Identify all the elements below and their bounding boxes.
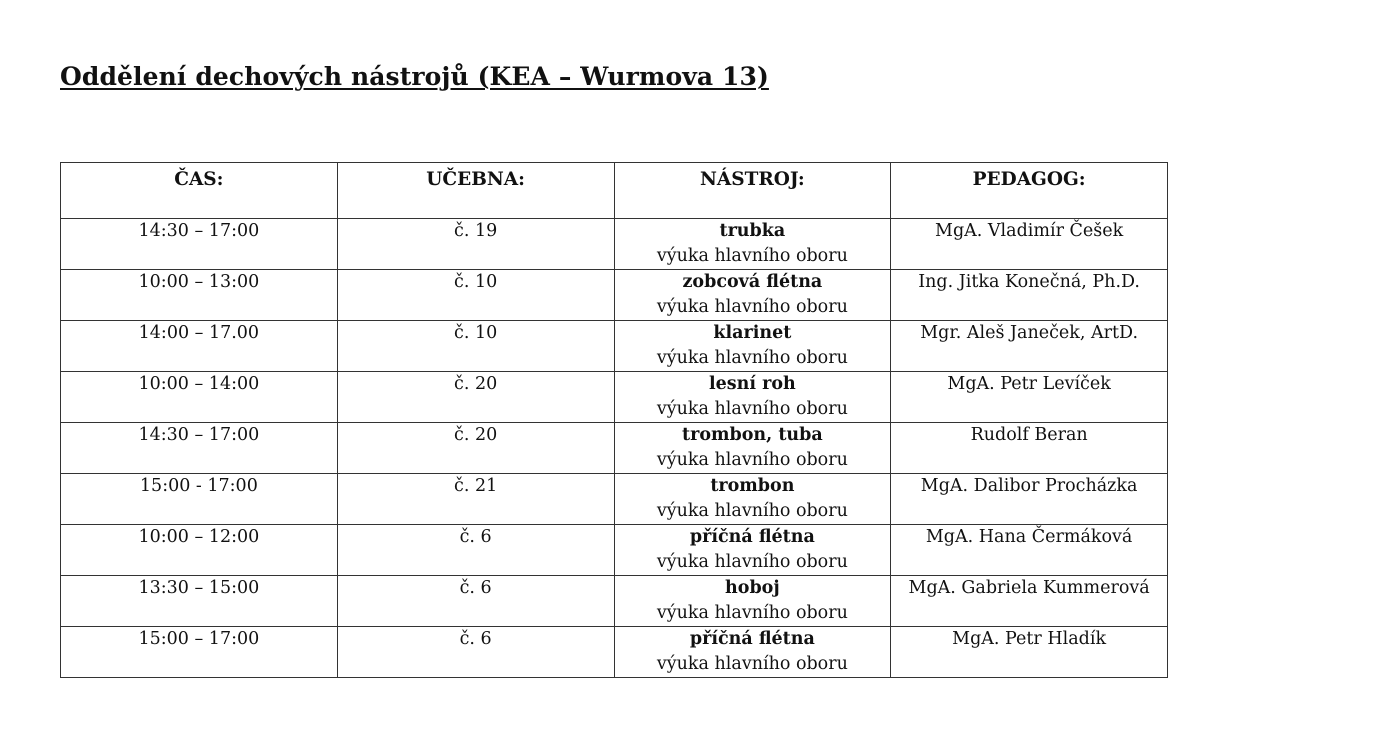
cell-teacher: MgA. Petr Levíček xyxy=(891,372,1168,423)
header-teacher: PEDAGOG: xyxy=(891,163,1168,219)
instrument-name: trubka xyxy=(719,221,786,241)
cell-teacher: Mgr. Aleš Janeček, ArtD. xyxy=(891,321,1168,372)
table-row xyxy=(61,270,1168,321)
header-room: UČEBNA: xyxy=(337,163,614,219)
instrument-subject: výuka hlavního oboru xyxy=(656,603,848,623)
instrument-subject: výuka hlavního oboru xyxy=(656,501,848,521)
table-row xyxy=(61,372,1168,423)
cell-teacher: Ing. Jitka Konečná, Ph.D. xyxy=(891,270,1168,321)
cell-instrument xyxy=(614,627,891,678)
cell-room: č. 6 xyxy=(337,627,614,678)
table-row xyxy=(61,627,1168,678)
cell-instrument xyxy=(614,321,891,372)
instrument-subject: výuka hlavního oboru xyxy=(656,399,848,419)
cell-instrument xyxy=(614,525,891,576)
cell-time: 14:00 – 17.00 xyxy=(61,321,338,372)
cell-teacher: Rudolf Beran xyxy=(891,423,1168,474)
table-row xyxy=(61,576,1168,627)
cell-time: 15:00 - 17:00 xyxy=(61,474,338,525)
cell-instrument xyxy=(614,372,891,423)
cell-time: 10:00 – 12:00 xyxy=(61,525,338,576)
table-row xyxy=(61,474,1168,525)
instrument-name: hoboj xyxy=(725,578,780,598)
instrument-subject: výuka hlavního oboru xyxy=(656,246,848,266)
instrument-name: příčná flétna xyxy=(689,629,815,649)
cell-time: 13:30 – 15:00 xyxy=(61,576,338,627)
instrument-name: zobcová flétna xyxy=(682,272,823,292)
table-row xyxy=(61,423,1168,474)
table-row xyxy=(61,321,1168,372)
cell-time: 14:30 – 17:00 xyxy=(61,219,338,270)
instrument-name: trombon xyxy=(710,476,795,496)
cell-instrument xyxy=(614,219,891,270)
cell-teacher: MgA. Gabriela Kummerová xyxy=(891,576,1168,627)
instrument-name: klarinet xyxy=(713,323,792,343)
cell-teacher: MgA. Dalibor Procházka xyxy=(891,474,1168,525)
table-row xyxy=(61,525,1168,576)
cell-teacher: MgA. Hana Čermáková xyxy=(891,525,1168,576)
instrument-subject: výuka hlavního oboru xyxy=(656,297,848,317)
cell-time: 15:00 – 17:00 xyxy=(61,627,338,678)
cell-time: 14:30 – 17:00 xyxy=(61,423,338,474)
cell-instrument xyxy=(614,270,891,321)
cell-teacher: MgA. Vladimír Češek xyxy=(891,219,1168,270)
table-row xyxy=(61,219,1168,270)
cell-room: č. 20 xyxy=(337,423,614,474)
table-header-row xyxy=(61,163,1168,219)
instrument-name: lesní roh xyxy=(709,374,796,394)
instrument-subject: výuka hlavního oboru xyxy=(656,552,848,572)
schedule-table xyxy=(60,162,1168,678)
instrument-name: příčná flétna xyxy=(689,527,815,547)
header-time: ČAS: xyxy=(61,163,338,219)
page-title: Oddělení dechových nástrojů (KEA – Wurmova 13) xyxy=(60,62,769,91)
cell-room: č. 19 xyxy=(337,219,614,270)
cell-time: 10:00 – 13:00 xyxy=(61,270,338,321)
header-instrument: NÁSTROJ: xyxy=(614,163,891,219)
cell-time: 10:00 – 14:00 xyxy=(61,372,338,423)
cell-instrument xyxy=(614,423,891,474)
instrument-subject: výuka hlavního oboru xyxy=(656,654,848,674)
cell-instrument xyxy=(614,576,891,627)
instrument-name: trombon, tuba xyxy=(682,425,823,445)
cell-teacher: MgA. Petr Hladík xyxy=(891,627,1168,678)
instrument-subject: výuka hlavního oboru xyxy=(656,450,848,470)
cell-room: č. 6 xyxy=(337,576,614,627)
cell-room: č. 10 xyxy=(337,270,614,321)
instrument-subject: výuka hlavního oboru xyxy=(656,348,848,368)
cell-instrument xyxy=(614,474,891,525)
cell-room: č. 21 xyxy=(337,474,614,525)
cell-room: č. 20 xyxy=(337,372,614,423)
cell-room: č. 10 xyxy=(337,321,614,372)
cell-room: č. 6 xyxy=(337,525,614,576)
